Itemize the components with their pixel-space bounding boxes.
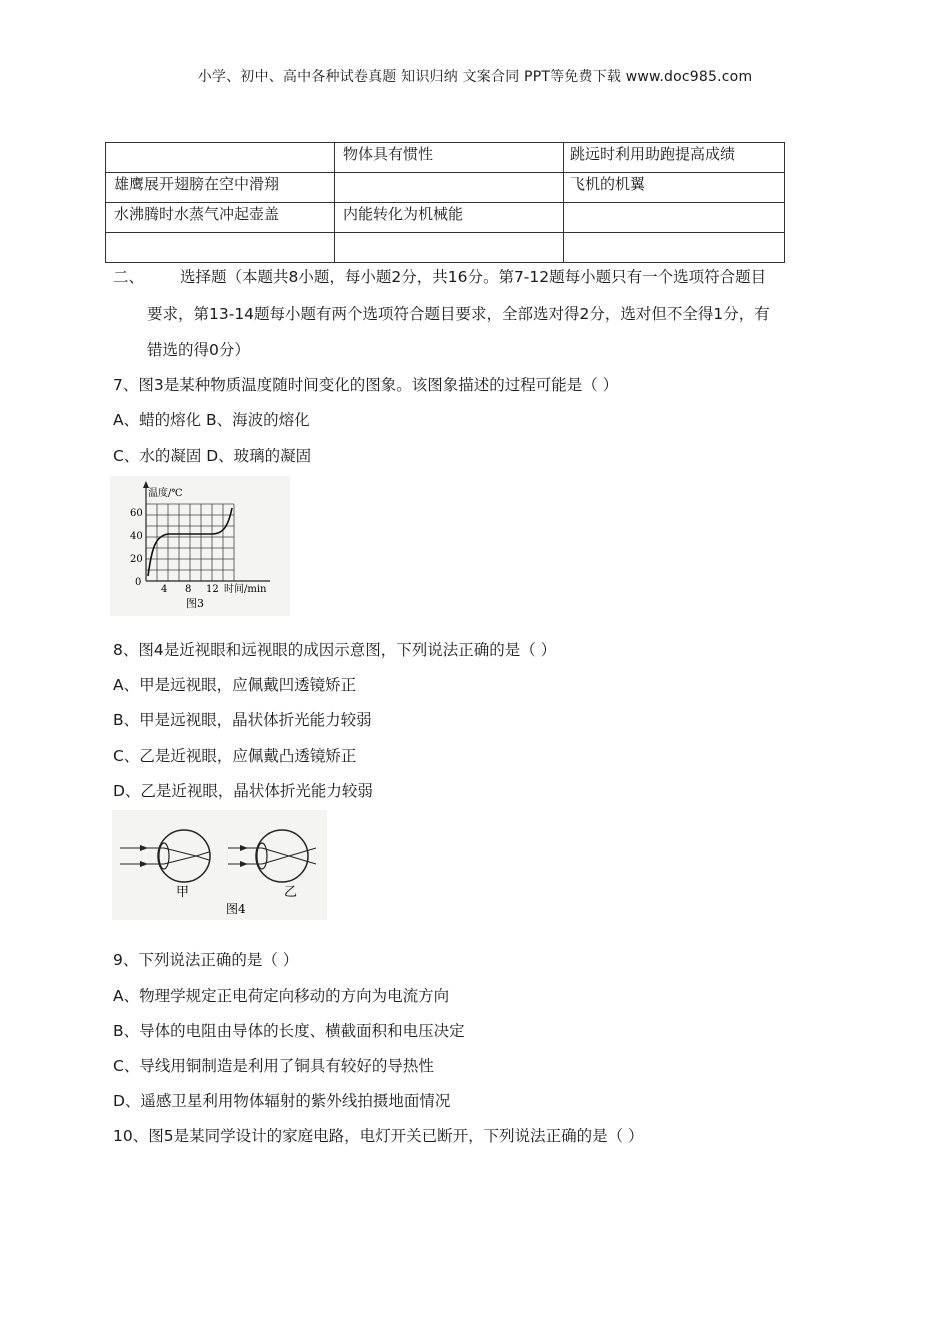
question-9-option-d: D、遥感卫星利用物体辐射的紫外线拍摄地面情况	[113, 1092, 451, 1110]
table-cell	[564, 203, 785, 233]
table-cell: 内能转化为机械能	[335, 203, 564, 233]
y-tick-label: 0	[135, 577, 142, 588]
figure-4-label-left: 甲	[176, 885, 190, 900]
x-tick-label: 8	[185, 584, 192, 595]
table-cell: 水沸腾时水蒸气冲起壶盖	[106, 203, 335, 233]
figure-3-caption: 图3	[186, 597, 204, 610]
question-8-option-b: B、甲是远视眼，晶状体折光能力较弱	[113, 711, 372, 729]
figure-4-eye-diagram	[112, 810, 327, 920]
table-row	[106, 143, 785, 173]
figure-4-caption: 图4	[226, 902, 246, 916]
figure-3-x-label: 时间/min	[224, 584, 267, 595]
figure-3-y-label: 温度/℃	[148, 488, 183, 499]
table-cell	[106, 143, 335, 173]
question-7-stem: 7、图3是某种物质温度随时间变化的图象。该图象描述的过程可能是（ ）	[113, 376, 619, 394]
question-8-stem: 8、图4是近视眼和远视眼的成因示意图，下列说法正确的是（ ）	[113, 641, 557, 659]
question-7-options-cd: C、水的凝固 D、玻璃的凝固	[113, 447, 312, 465]
table-cell	[564, 233, 785, 263]
table-cell	[335, 233, 564, 263]
table-cell: 跳远时利用助跑提高成绩	[564, 143, 785, 173]
inertia-application-table	[105, 142, 785, 263]
question-9-stem: 9、下列说法正确的是（ ）	[113, 951, 299, 969]
question-9-option-a: A、物理学规定正电荷定向移动的方向为电流方向	[113, 987, 450, 1005]
page-header-banner: 小学、初中、高中各种试卷真题 知识归纳 文案合同 PPT等免费下载 www.doc985.com	[197, 69, 753, 85]
figure-3-temperature-graph	[110, 476, 290, 616]
table-row	[106, 233, 785, 263]
question-8-option-d: D、乙是近视眼，晶状体折光能力较弱	[113, 782, 373, 800]
question-10-stem: 10、图5是某同学设计的家庭电路，电灯开关已断开，下列说法正确的是（ ）	[113, 1127, 644, 1145]
y-tick-label: 40	[130, 531, 143, 542]
table-row	[106, 173, 785, 203]
y-tick-label: 60	[130, 508, 143, 519]
table-cell	[335, 173, 564, 203]
table-row	[106, 203, 785, 233]
x-tick-label: 4	[161, 584, 168, 595]
question-9-option-b: B、导体的电阻由导体的长度、横截面积和电压决定	[113, 1022, 465, 1040]
section-instructions-line2: 要求，第13-14题每小题有两个选项符合题目要求，全部选对得2分，选对但不全得1分，有	[147, 305, 770, 323]
table-cell: 物体具有惯性	[335, 143, 564, 173]
table-cell: 飞机的机翼	[564, 173, 785, 203]
y-tick-label: 20	[130, 554, 143, 565]
section-instructions-line1: 选择题（本题共8小题，每小题2分，共16分。第7-12题每小题只有一个选项符合题目	[180, 268, 767, 286]
section-instructions-line3: 错选的得0分）	[147, 341, 250, 359]
figure-4-label-right: 乙	[284, 885, 298, 900]
table-cell: 雄鹰展开翅膀在空中滑翔	[106, 173, 335, 203]
table-cell	[106, 233, 335, 263]
question-8-option-a: A、甲是远视眼，应佩戴凹透镜矫正	[113, 676, 357, 694]
section-number: 二、	[113, 268, 145, 286]
question-7-options-ab: A、蜡的熔化 B、海波的熔化	[113, 411, 310, 429]
question-8-option-c: C、乙是近视眼，应佩戴凸透镜矫正	[113, 747, 357, 765]
question-9-option-c: C、导线用铜制造是利用了铜具有较好的导热性	[113, 1057, 434, 1075]
x-tick-label: 12	[206, 584, 219, 595]
